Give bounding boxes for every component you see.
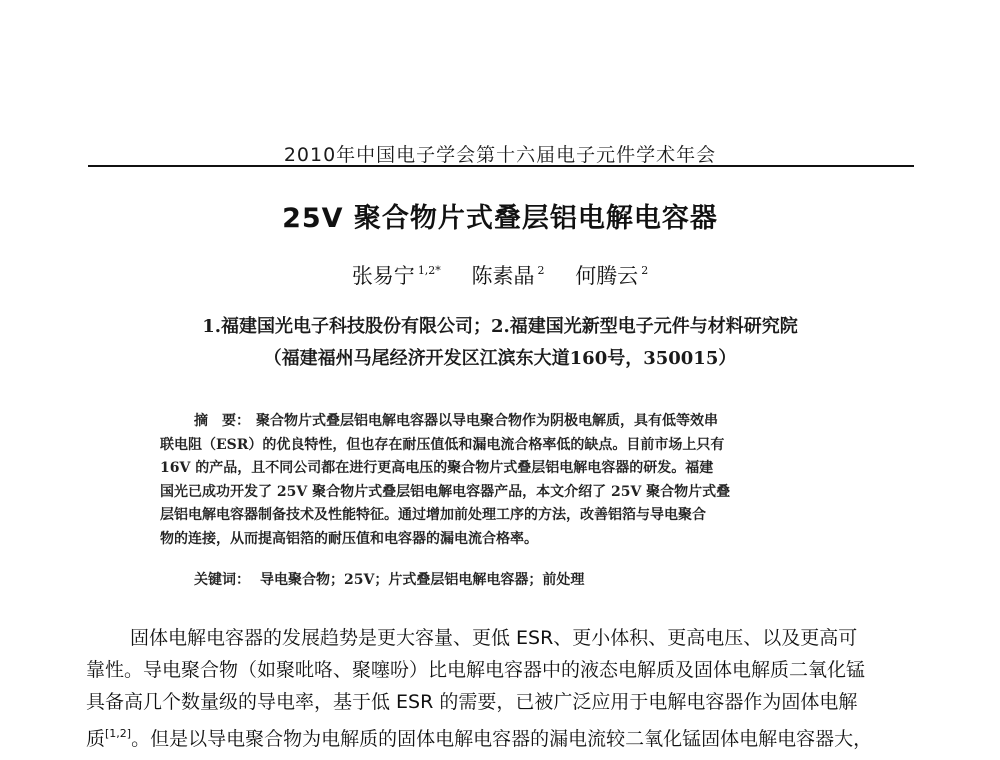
body-line: 具备高几个数量级的导电率，基于低 ESR 的需要，已被广泛应用于电解电容器作为固体电解 [86, 691, 858, 713]
header-rule [88, 165, 914, 167]
abstract-line: 国光已成功开发了 25V 聚合物片式叠层铝电解电容器产品，本文介绍了 25V 聚合物片式叠 [160, 483, 731, 500]
author [472, 260, 545, 290]
keywords-label: 关键词： [194, 572, 250, 588]
body-text-fragment: 。但是以导电聚合物为电解质的固体电解电容器的漏电流较二氧化锰固体电解电容器大， [131, 728, 873, 750]
abstract-line [160, 410, 850, 434]
citation-mark: [1,2] [105, 727, 132, 740]
keywords-text: 导电聚合物；25V；片式叠层铝电解电容器；前处理 [260, 572, 585, 588]
body-text-fragment: 质 [86, 728, 106, 750]
body-line: 靠性。导电聚合物（如聚吡咯、聚噻吩）比电解电容器中的液态电解质及固体电解质二氧化锰 [86, 659, 866, 681]
author-name: 何腾云 [575, 264, 639, 288]
author-affiliation-mark: 2 [641, 264, 649, 277]
abstract-line: 物的连接，从而提高铝箔的耐压值和电容器的漏电流合格率。 [160, 530, 538, 547]
abstract [160, 410, 850, 551]
abstract-text: 聚合物片式叠层铝电解电容器以导电聚合物作为阴极电解质，具有低等效串 [256, 413, 718, 429]
body-line [86, 718, 916, 755]
author-name: 张易宁 [351, 264, 415, 288]
keywords [194, 569, 850, 589]
affiliation-address: （福建福州马尾经济开发区江滨东大道160号，350015） [263, 348, 737, 369]
author-affiliation-mark: 2 [537, 264, 545, 277]
abstract-label: 摘 要： [194, 413, 250, 429]
abstract-line: 层铝电解电容器制备技术及性能特征。通过增加前处理工序的方法，改善铝箔与导电聚合 [160, 507, 706, 523]
affiliation-line: 1.福建国光电子科技股份有限公司；2.福建国光新型电子元件与材料研究院 [202, 316, 798, 337]
author [575, 260, 648, 290]
conference-header: 2010年中国电子学会第十六届电子元件学术年会 [283, 144, 717, 166]
author [352, 260, 441, 290]
author-affiliation-mark: 1,2* [417, 264, 441, 277]
body-text [86, 622, 916, 755]
paper-title: 25V 聚合物片式叠层铝电解电容器 [282, 203, 718, 234]
body-line: 固体电解电容器的发展趋势是更大容量、更低 ESR、更小体积、更高电压、以及更高可 [130, 627, 858, 649]
abstract-line: 16V 的产品，且不同公司都在进行更高电压的聚合物片式叠层铝电解电容器的研发。福建 [160, 460, 714, 476]
abstract-line: 联电阻（ESR）的优良特性，但也存在耐压值低和漏电流合格率低的缺点。目前市场上只有 [160, 436, 725, 453]
author-name: 陈素晶 [471, 264, 535, 288]
author-list [0, 260, 1000, 290]
